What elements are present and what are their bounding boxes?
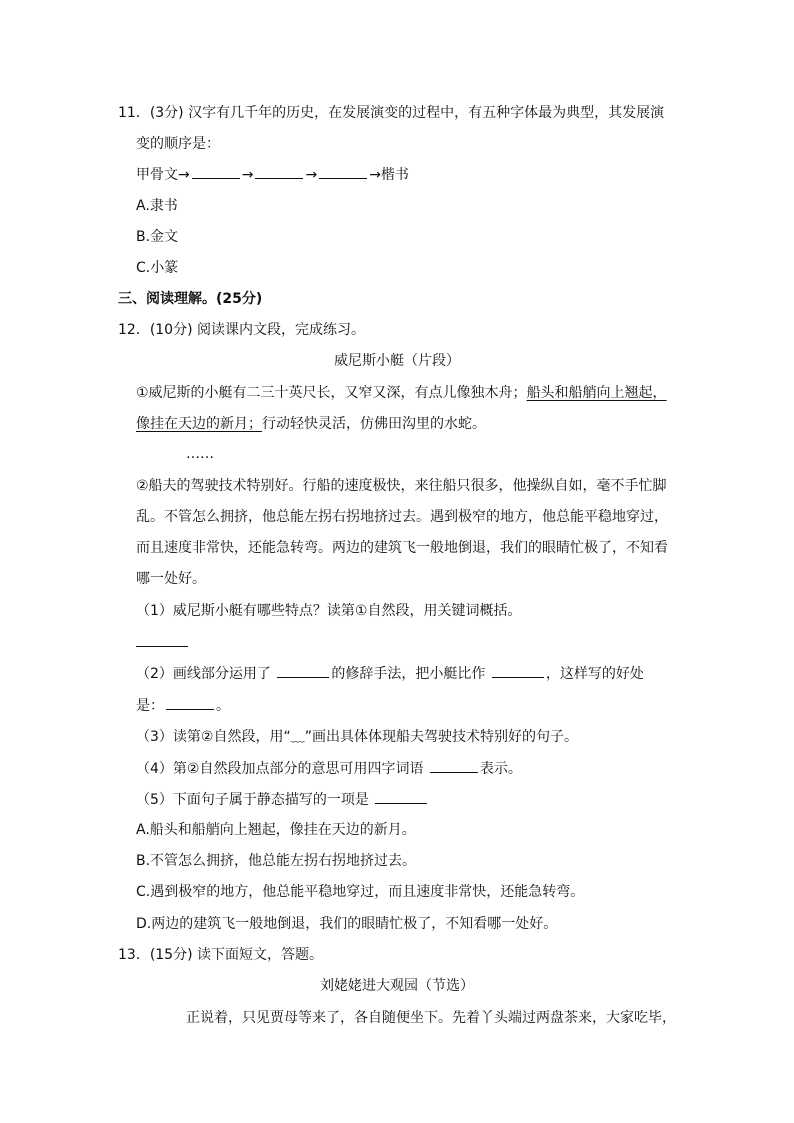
- chain-arrow: →: [178, 167, 190, 183]
- q12-sub1-answer: [136, 632, 188, 653]
- sub4-text: 表示。: [479, 761, 522, 777]
- q13-stem: 13．(15分) 读下面短文，答题。: [118, 947, 324, 963]
- q12-sub2: [136, 663, 644, 684]
- sub2-text: 。: [216, 698, 230, 714]
- plain-text: ①威尼斯的小艇有二三十英尺长，又窄又深，有点儿像独木舟；: [136, 385, 527, 401]
- chain-end: →楷书: [369, 167, 409, 183]
- q12-p2-line: ②船夫的驾驶技术特别好。行船的速度极快，来往船只很多，他操纵自如，毫不手忙脚: [136, 478, 667, 494]
- q12-p2-line: 而且速度非常快，还能急转弯。两边的建筑飞一般地倒退，我们的眼睛忙极了，不知看: [136, 540, 668, 556]
- ellipsis: ……: [186, 446, 214, 462]
- q11-stem-line2: 变的顺序是：: [136, 136, 220, 152]
- answer-blank[interactable]: [492, 663, 544, 678]
- answer-blank[interactable]: [277, 663, 329, 678]
- q11-stem-line1: 11．(3分) 汉字有几千年的历史，在发展演变的过程中，有五种字体最为典型，其发展演: [118, 105, 665, 121]
- underlined-text: 像挂在天边的新月；: [136, 416, 262, 432]
- q13-passage-line: 正说着，只见贾母等来了，各自随便坐下。先着丫头端过两盘茶来，大家吃毕，: [186, 1010, 676, 1026]
- sub4-text: （4）第②自然段加点部分的意思可用四字词语: [136, 761, 424, 777]
- q11-option-b: B.金文: [136, 229, 179, 245]
- q12-option-c: C.遇到极窄的地方，他总能平稳地穿过，而且速度非常快，还能急转弯。: [136, 884, 585, 900]
- q12-sub2-cont: [136, 695, 230, 716]
- q12-p1-line2: [136, 414, 486, 434]
- answer-blank[interactable]: [375, 789, 427, 804]
- q11-option-c: C.小篆: [136, 260, 179, 276]
- q12-p2-line: 哪一处好。: [136, 571, 206, 587]
- sub5-text: （5）下面句子属于静态描写的一项是: [136, 792, 369, 808]
- q11-chain: [136, 164, 409, 185]
- chain-arrow: →: [305, 167, 318, 183]
- q12-sub5: [136, 789, 429, 810]
- q12-option-b: B.不管怎么拥挤，他总能左拐右拐地挤过去。: [136, 853, 417, 869]
- chain-start: 甲骨文: [136, 167, 178, 183]
- chain-arrow: →: [241, 167, 254, 183]
- underlined-text: 船头和船艄向上翘起，: [526, 385, 667, 401]
- answer-blank[interactable]: [255, 164, 303, 179]
- q11-option-a: A.隶书: [136, 198, 178, 214]
- answer-blank[interactable]: [166, 695, 214, 710]
- sub2-text: 的修辞手法，把小艇比作: [331, 666, 486, 682]
- answer-blank[interactable]: [430, 758, 478, 773]
- q12-option-d: D.两边的建筑飞一般地倒退，我们的眼睛忙极了，不知看哪一处好。: [136, 916, 558, 932]
- sub2-text: （2）画线部分运用了: [136, 666, 271, 682]
- q12-option-a: A.船头和船艄向上翘起，像挂在天边的新月。: [136, 822, 416, 838]
- q12-p1-line1: [136, 383, 667, 403]
- plain-text: 行动轻快灵活，仿佛田沟里的水蛇。: [262, 416, 486, 432]
- answer-blank[interactable]: [136, 632, 188, 647]
- sub2-text: ，这样写的好处: [545, 666, 644, 682]
- section-heading: 三、阅读理解。(25分): [118, 291, 263, 307]
- answer-blank[interactable]: [319, 164, 367, 179]
- q12-passage-title: 威尼斯小艇（片段）: [334, 353, 460, 369]
- q12-sub4: [136, 758, 522, 779]
- q13-passage-title: 刘姥姥进大观园（节选）: [320, 978, 474, 994]
- q12-sub3: （3）读第②自然段，用“﹏”画出具体体现船夫驾驶技术特别好的句子。: [136, 729, 578, 745]
- sub2-text: 是：: [136, 698, 164, 714]
- answer-blank[interactable]: [192, 164, 240, 179]
- q12-stem: 12．(10分) 阅读课内文段，完成练习。: [118, 322, 366, 338]
- q12-sub1: （1）威尼斯小艇有哪些特点？读第①自然段，用关键词概括。: [136, 603, 522, 619]
- q12-p2-line: 乱。不管怎么拥挤，他总能左拐右拐地挤过去。遇到极窄的地方，他总能平稳地穿过，: [136, 509, 668, 525]
